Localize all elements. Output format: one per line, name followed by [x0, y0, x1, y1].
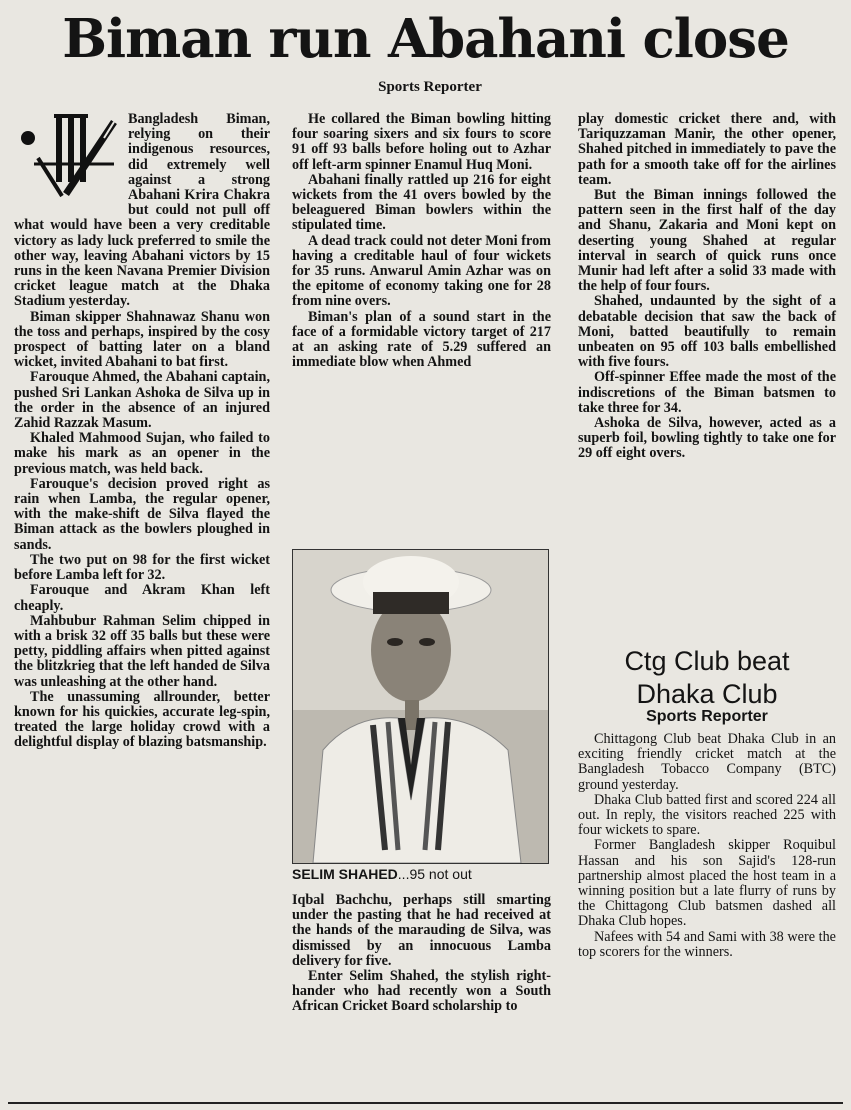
paragraph: Chittagong Club beat Dhaka Club in an exciting friendly cricket match at the Bangladesh Tobacco Company (BTC) ground yesterday. [578, 731, 836, 793]
paragraph: But the Biman innings followed the pattern seen in the first half of the day and Shanu, Zakaria and Moni kept on deserting young Shahed at regular interval in search of quick runs once Munir had left after a solid 33 made with the help of four fours. [578, 187, 836, 295]
article-column-2-continued [292, 893, 551, 1015]
paragraph: play domestic cricket there and, with Tariquzzaman Manir, the other opener, Shahed pitched in immediately to pave the path for a smooth take off for the airlines team. [578, 111, 836, 188]
paragraph: Mahbubur Rahman Selim chipped in with a brisk 32 off 35 balls but these were petty, piddling affairs when pitted against the blitzkrieg that the left handed de Silva was unleashing at the other hand. [14, 612, 270, 690]
sub-headline [578, 645, 836, 711]
headline: Biman run Abahani close [62, 8, 789, 70]
byline: Sports Reporter [378, 79, 482, 95]
article-column-2 [292, 112, 551, 370]
player-portrait-image [293, 550, 548, 863]
article-column-3 [578, 112, 836, 462]
paragraph: Biman skipper Shahnawaz Shanu won the toss and perhaps, inspired by the cosy prospect of batting later on a bland wicket, invited Abahani to bat first. [14, 308, 270, 371]
paragraph: The two put on 98 for the first wicket before Lamba left for 32. [14, 551, 270, 584]
paragraph: Farouque's decision proved right as rain when Lamba, the regular opener, with the make-shift de Silva flayed the Biman attack as the bowlers ploughed in sands. [14, 475, 270, 553]
article-column-1 [14, 112, 270, 751]
sub-headline-line-1: Ctg Club beat [624, 646, 790, 676]
paragraph: Abahani finally rattled up 216 for eight wickets from the 41 overs bowled by the beleaguered Biman bowlers within the stipulated time. [292, 171, 551, 234]
paragraph: Bangladesh Biman, relying on their indigenous resources, did extremely well against a strong Abahani Krira Chakra but could not pull off what would have been a very creditable victory as lady luck preferred to smile the other way, leaving Abahani victors by 15 runs in the keen Navana Premier Division cricket league match at the Dhaka Stadium yesterday. [14, 111, 270, 310]
paragraph: Ashoka de Silva, however, acted as a superb foil, bowling tightly to take one for 29 off eight overs. [578, 415, 836, 462]
sub-byline: Sports Reporter [646, 708, 768, 725]
bottom-rule [8, 1102, 843, 1104]
paragraph: Iqbal Bachchu, perhaps still smarting under the pasting that he had received at the hands of the marauding de Silva, was dismissed by an innocuous Lamba delivery for five. [292, 892, 551, 969]
paragraph: Dhaka Club batted first and scored 224 all out. In reply, the visitors reached 225 with four wickets to spare. [578, 791, 836, 839]
paragraph: Farouque and Akram Khan left cheaply. [14, 582, 270, 614]
photo-caption [292, 866, 551, 882]
paragraph: Off-spinner Effee made the most of the indiscretions of the Biman batsmen to take three for 34. [578, 369, 836, 416]
paragraph: Former Bangladesh skipper Roquibul Hassan and his son Sajid's 128-run partnership almost placed the host team in a winning position but a late flurry of runs by the Chittagong Club batsmen dashed all Dhaka Club hopes. [578, 837, 836, 930]
caption-name: SELIM SHAHED [292, 866, 398, 882]
cricket-logo-icon [14, 112, 122, 212]
paragraph: Enter Selim Shahed, the stylish right-hander who had recently won a South African Cricket Board scholarship to [292, 968, 551, 1015]
paragraph: Farouque Ahmed, the Abahani captain, pushed Sri Lankan Ashoka de Silva up in the order in the absence of an injured Zahid Razzak Masum. [14, 369, 270, 432]
sub-article-body [578, 732, 836, 960]
paragraph: The unassuming allrounder, better known for his quickies, accurate leg-spin, treated the large holiday crowd with a delightful display of blazing batsmanship. [14, 688, 270, 751]
paragraph: A dead track could not deter Moni from having a creditable haul of four wickets for 35 runs. Anwarul Amin Azhar was on the epitome of economy taking one for 28 from nine overs. [292, 232, 551, 310]
paragraph: Khaled Mahmood Sujan, who failed to make his mark as an opener in the previous match, was held back. [14, 430, 270, 477]
player-photo [292, 549, 549, 864]
caption-score: ...95 not out [397, 866, 472, 882]
paragraph: Biman's plan of a sound start in the face of a formidable victory target of 217 at an asking rate of 5.29 suffered an immediate blow when Ahmed [292, 308, 551, 371]
paragraph: He collared the Biman bowling hitting four soaring sixers and six fours to score 91 off 93 balls before holing out to Azhar off left-arm spinner Enamul Huq Moni. [292, 111, 551, 173]
paragraph: Shahed, undaunted by the sight of a debatable decision that saw the back of Moni, batted beautifully to remain unbeaten on 95 off 103 balls embellished with five fours. [578, 293, 836, 371]
sub-headline-line-2: Dhaka Club [636, 679, 778, 709]
paragraph: Nafees with 54 and Sami with 38 were the top scorers for the winners. [578, 928, 836, 960]
